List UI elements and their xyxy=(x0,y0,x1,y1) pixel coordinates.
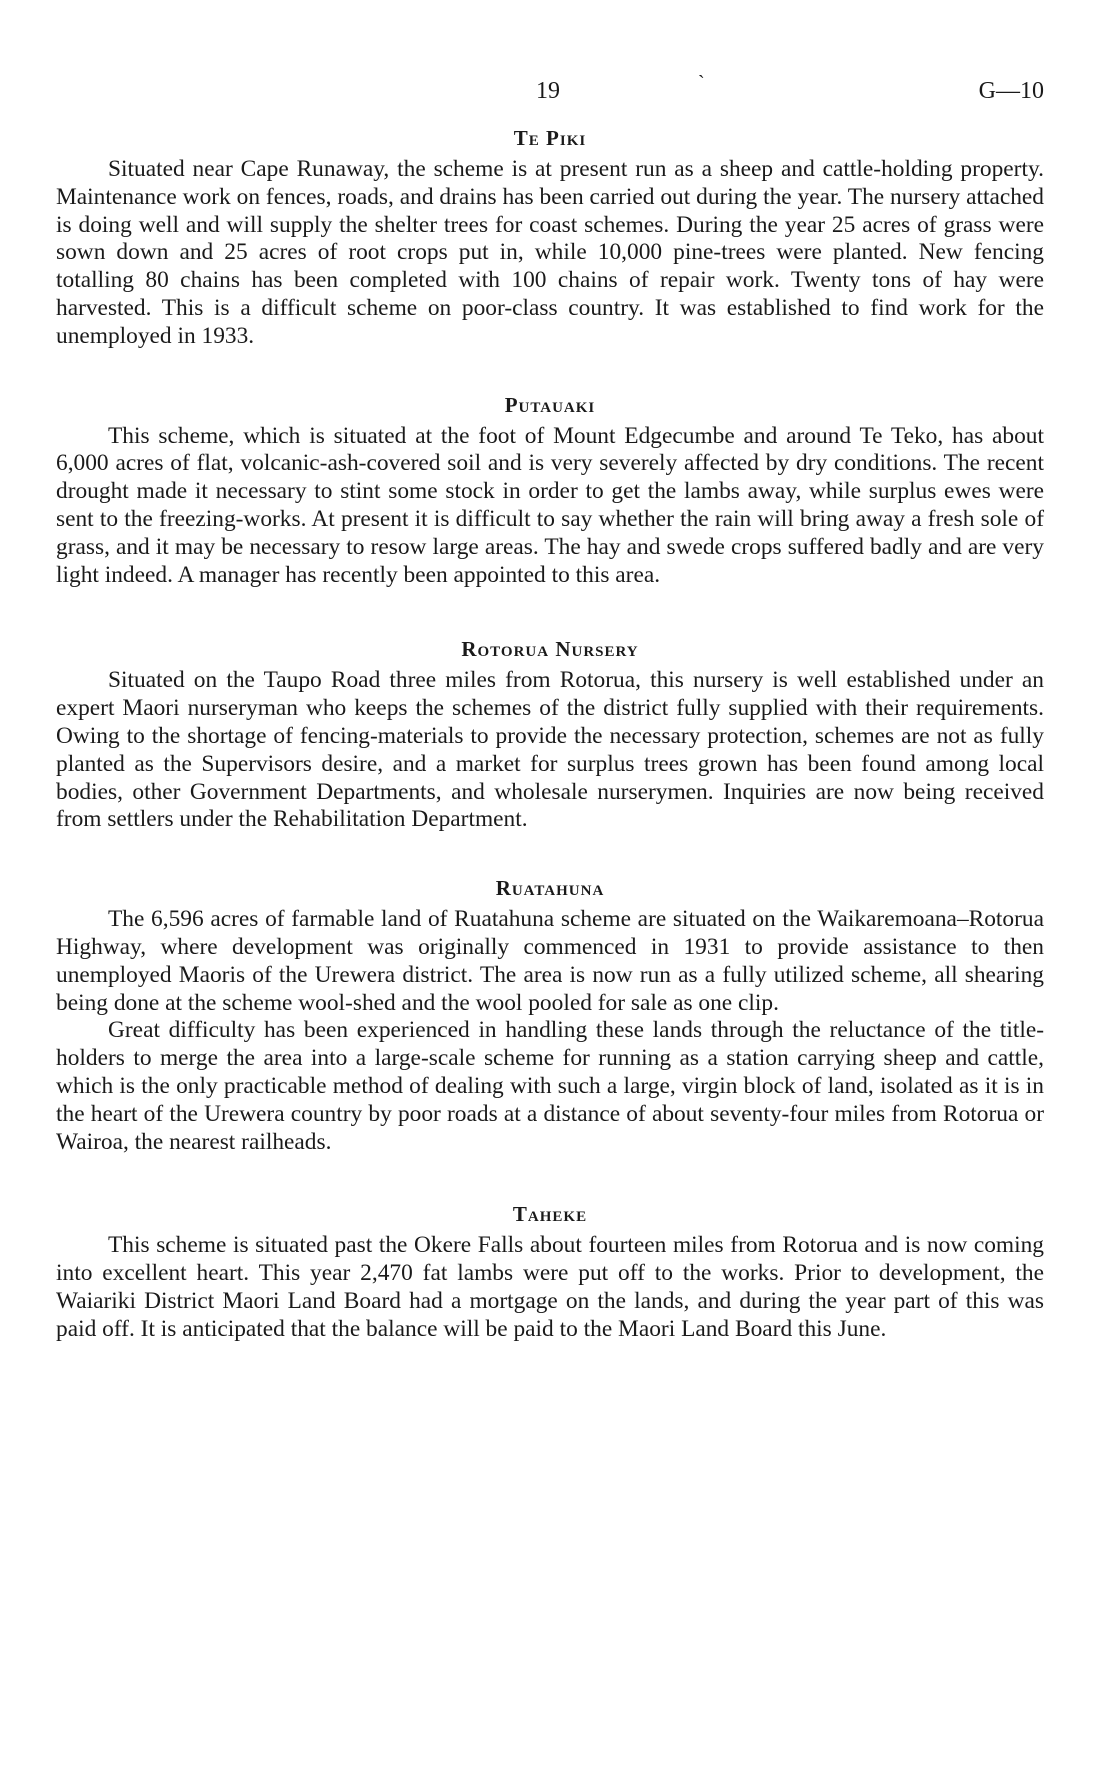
section-title-te-piki: Te Piki xyxy=(513,126,587,150)
section-paragraph: This scheme is situated past the Okere Falls about fourteen miles from Rotorua and is now coming into excellent heart. This year 2,470 fat lambs were put off to the works. Prior to development, the Waiariki District Maori Land Board had a mortgage on the lands, and during the year part of this was paid off. It is anticipated that the balance will be paid to the Maori Land Board this June. xyxy=(56,1232,1044,1342)
page-mark: ` xyxy=(698,72,705,94)
section-title-ruatahuna: Ruatahuna xyxy=(495,876,605,901)
section-title-rotorua-nursery: Rotorua Nursery xyxy=(461,637,639,662)
section-paragraph: This scheme, which is situated at the foot of Mount Edgecumbe and around Te Teko, has about 6,000 acres of flat, volcanic-ash-covered soil and is very severely affected by dry conditions. The recent drought made it necessary to stint some stock in order to get the lambs away, while surplus ewes were sent to the freezing-works. At present it is difficult to say whether the rain will bring away a fresh sole of grass, and it may be necessary to resow large areas. The hay and swede crops suffered badly and are very light indeed. A manager has recently been appointed to this area. xyxy=(56,422,1044,588)
section-paragraph: Situated near Cape Runaway, the scheme is at present run as a sheep and cattle-holding property. Maintenance work on fences, roads, and drains has been carried out during the year. The nursery attached is doing well and will supply the shelter trees for coast schemes. During the year 25 acres of grass were sown down and 25 acres of root crops put in, while 10,000 pine-trees were planted. New fencing totalling 80 chains has been completed with 100 chains of repair work. Twenty tons of hay were harvested. This is a difficult scheme on poor-class country. It was established to find work for the unemployed in 1933. xyxy=(56,156,1044,349)
section-taheke xyxy=(56,1200,1044,1343)
section-paragraph: The 6,596 acres of farmable land of Ruatahuna scheme are situated on the Waikaremoana–Rotorua Highway, where development was originally commenced in 1931 to provide assistance to then unemployed Maoris of the Urewera district. The area is now run as a fully utilized scheme, all shearing being done at the scheme wool-shed and the wool pooled for sale as one clip. xyxy=(56,906,1044,1016)
section-putauaki xyxy=(56,391,1044,590)
document-page xyxy=(56,72,1044,1344)
section-paragraph: Situated on the Taupo Road three miles from Rotorua, this nursery is well established under an expert Maori nurseryman who keeps the schemes of the district fully supplied with their requirements. Owing to the shortage of fencing-materials to provide the necessary protection, schemes are not as fully planted as the Supervisors desire, and a market for surplus trees grown has been found among local bodies, other Government Departments, and wholesale nurserymen. Inquiries are now being received from settlers under the Rehabilitation Department. xyxy=(56,667,1044,833)
section-te-piki xyxy=(56,124,1044,351)
section-rotorua-nursery xyxy=(56,635,1044,834)
section-title-taheke: Taheke xyxy=(512,1202,588,1227)
page-number: 19 xyxy=(536,78,560,104)
section-ruatahuna xyxy=(56,874,1044,1156)
page-header xyxy=(56,72,1044,118)
section-title-putauaki: Putauaki xyxy=(504,392,596,417)
section-paragraph: Great difficulty has been experienced in handling these lands through the reluctance of the title-holders to merge the area into a large-scale scheme for running as a station carrying sheep and cattle, which is the only practicable method of dealing with such a large, virgin block of land, isolated as it is in the heart of the Urewera country by poor roads at a distance of about seventy-four miles from Rotorua or Wairoa, the nearest railheads. xyxy=(56,1017,1044,1155)
document-code: G—10 xyxy=(978,78,1044,104)
